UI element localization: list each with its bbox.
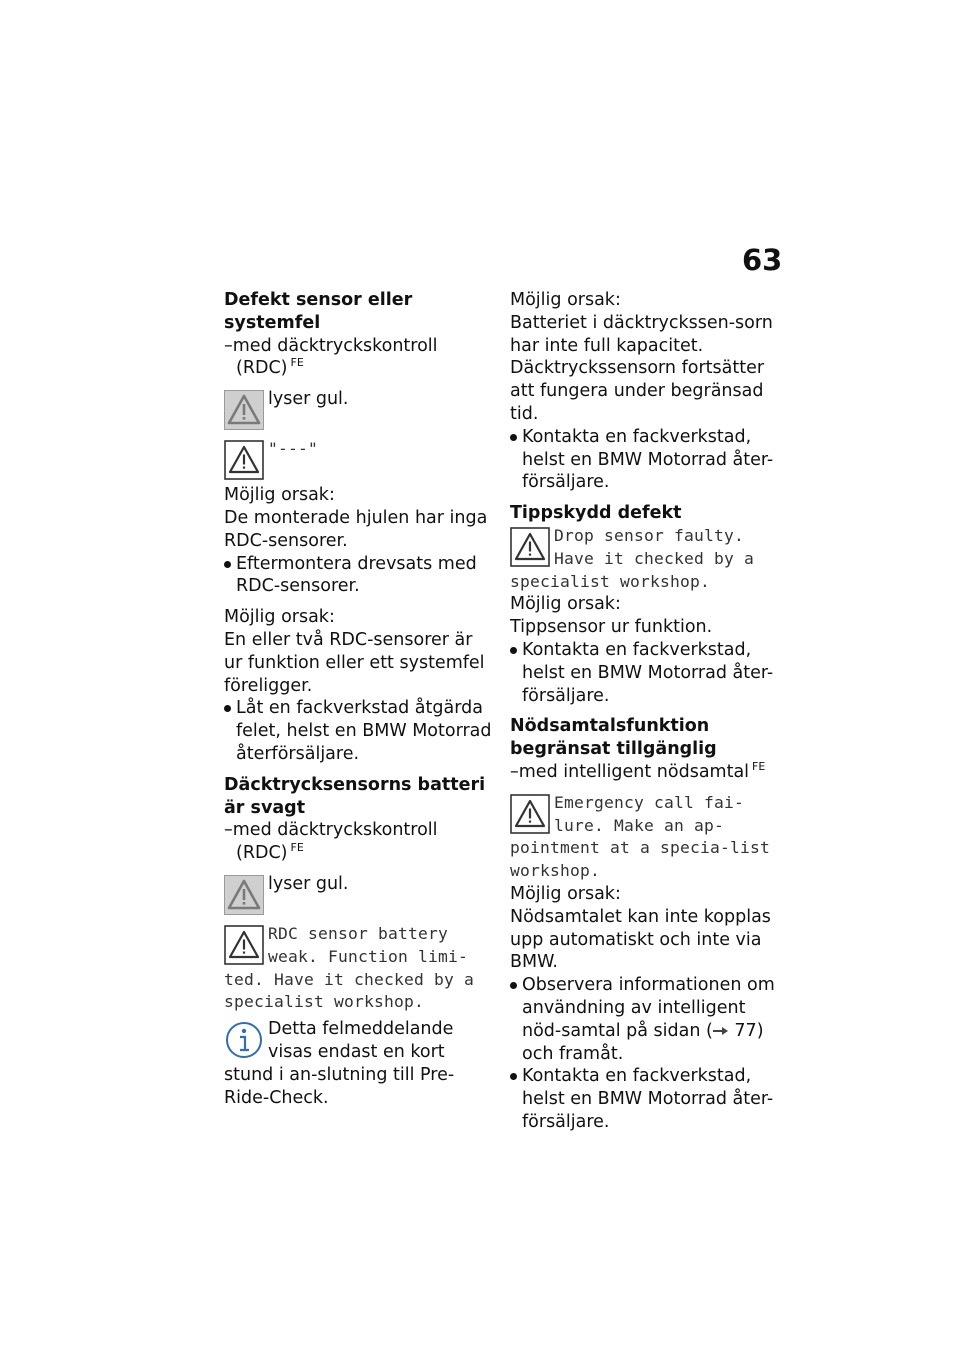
action-item: Kontakta en fackverkstad, helst en BMW Motorrad åter-försäljare. [510,426,782,494]
display-message-text: RDC sensor battery weak. Function limi-ted. Have it checked by a specialist workshop. [224,923,475,1012]
action-item: Kontakta en fackverkstad, helst en BMW Motorrad åter-försäljare. [510,1065,782,1133]
warning-triangle-icon [510,527,550,567]
lamp-row [224,388,496,434]
cause-text: Nödsamtalet kan inte kopplas upp automatiskt och inte via BMW. [510,906,771,973]
condition-intelligent-nodsamtal: –med intelligent nödsamtal $^{FE}$ [510,759,766,782]
fe-marker: FE [290,356,304,370]
warning-triangle-lamp-icon [224,875,264,915]
cause-label: Möjlig orsak: [510,594,621,615]
display-message-block [510,525,782,593]
cause-text: En eller två RDC-sensorer är ur funktion eller ett systemfel föreligger. [224,629,485,696]
display-text: "---" [268,439,319,459]
display-row [224,438,496,484]
page-number: 63 [742,243,783,277]
action-item: Kontakta en fackverkstad, helst en BMW Motorrad åter-försäljare. [510,639,782,707]
lamp-status-text: lyser gul. [268,873,349,894]
cause-label: Möjlig orsak: [224,485,335,506]
display-message-text: Drop sensor faulty. Have it checked by a specialist workshop. [510,525,755,591]
heading-tippskydd: Tippskydd defekt [510,503,682,524]
info-note-text: Detta felmeddelande visas endast en kort stund i an-slutning till Pre-Ride-Check. [224,1019,455,1108]
lamp-status-text: lyser gul. [268,389,349,410]
cause-text: Tippsensor ur funktion. [510,617,713,638]
page-reference[interactable]: ( 77) [706,1020,764,1041]
warning-triangle-icon [224,925,264,965]
condition-rdc: –med däcktryckskontroll (RDC) $^{FE}$ [224,820,438,864]
action-item: Observera informationen om användning av intelligent nöd-samtal på sidan ( 77) och framåt. [510,974,782,1065]
info-icon [224,1020,264,1060]
heading-defekt-sensor: Defekt sensor eller systemfel [224,290,413,333]
warning-triangle-icon [224,440,264,480]
cause-text: Batteriet i däcktryckssen-sorn har inte full kapacitet. Däcktryckssensorn fortsätter att fungera under begränsad tid. [510,312,773,424]
left-column [224,289,496,1109]
fe-marker: FE [752,759,766,773]
fe-marker: FE [290,841,304,855]
condition-rdc: –med däcktryckskontroll (RDC) $^{FE}$ [224,335,438,379]
right-column [510,289,782,1134]
cause-label: Möjlig orsak: [510,290,621,310]
info-note-block [224,1018,496,1109]
cause-label: Möjlig orsak: [224,607,335,628]
heading-nodsamtal: Nödsamtalsfunktion begränsat tillgänglig [510,716,717,760]
action-item: Låt en fackverkstad åtgärda felet, helst en BMW Motorrad återförsäljare. [224,697,496,765]
warning-triangle-lamp-icon [224,390,264,430]
display-message-text: Emergency call fai-lure. Make an ap-pointment at a specia-list workshop. [510,792,771,881]
action-item: Eftermontera drevsats med RDC-sensorer. [224,553,496,599]
page-reference-arrow-icon [713,1025,729,1037]
cause-text: De monterade hjulen har inga RDC-sensorer. [224,507,488,551]
lamp-row [224,873,496,919]
cause-label: Möjlig orsak: [510,883,621,904]
display-message-block [510,792,782,883]
display-message-block [224,923,496,1014]
heading-batteri-svagt: Däcktrycksensorns batteri är svagt [224,774,486,818]
warning-triangle-icon [510,794,550,834]
